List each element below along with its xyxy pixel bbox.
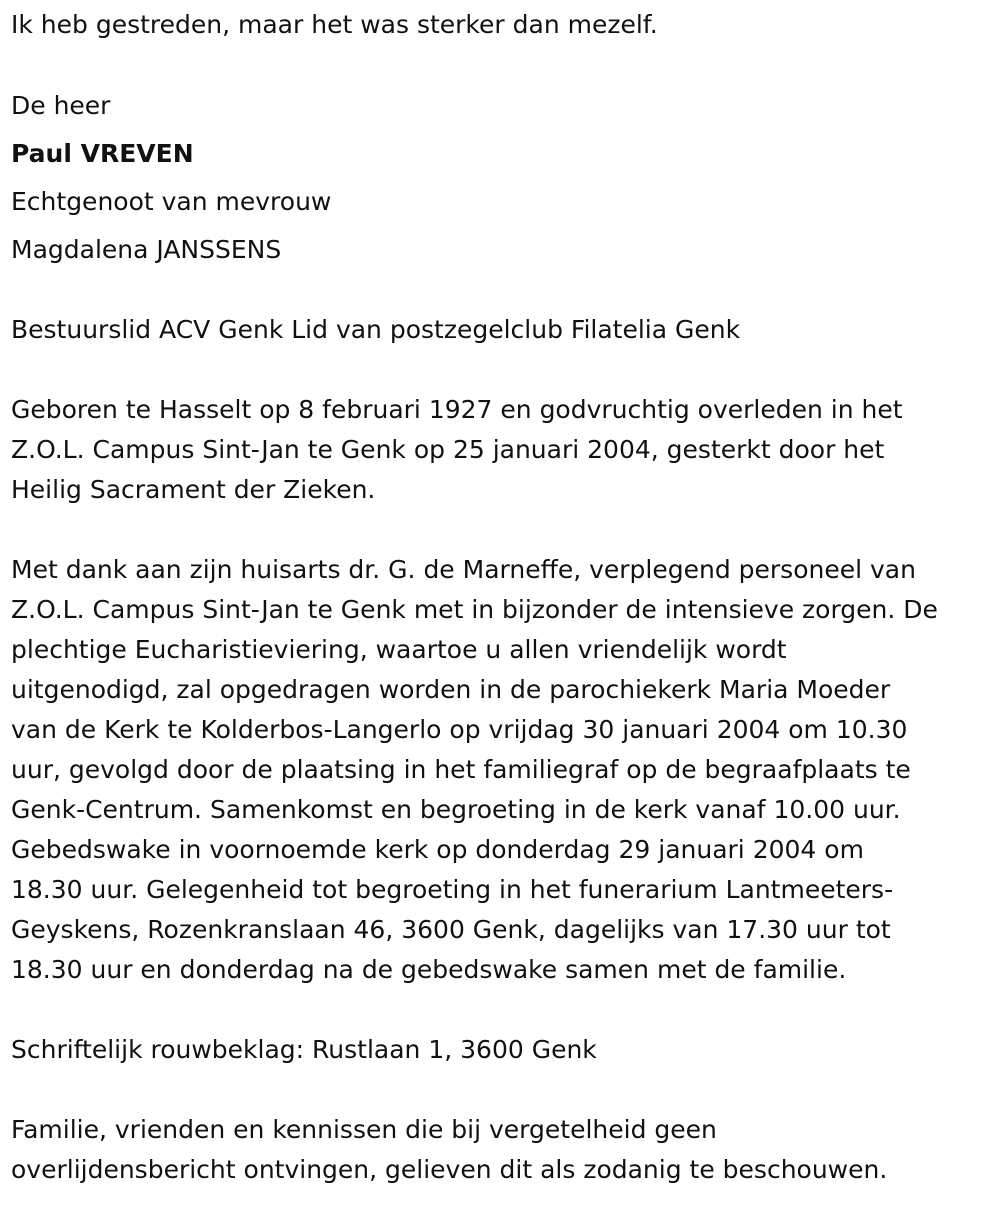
motto: Ik heb gestreden, maar het was sterker dan mezelf. [11,10,658,39]
spouse-line-1: Echtgenoot van mevrouw [11,187,332,216]
condolences-address: Schriftelijk rouwbeklag: Rustlaan 1, 3600 Genk [11,1035,597,1064]
paragraph-line: Geboren te Hasselt op 8 februari 1927 en godvruchtig overleden in het [11,395,903,424]
honorific: De heer [11,91,111,120]
paragraph-line: Heilig Sacrament der Zieken. [11,475,376,504]
paragraph-line: Gebedswake in voornoemde kerk op donderdag 29 januari 2004 om [11,835,864,864]
paragraph-line: uur, gevolgd door de plaatsing in het familiegraf op de begraafplaats te [11,755,911,784]
paragraph-line: Z.O.L. Campus Sint-Jan te Genk met in bijzonder de intensieve zorgen. De [11,595,938,624]
paragraph-line: Z.O.L. Campus Sint-Jan te Genk op 25 januari 2004, gesterkt door het [11,435,885,464]
roles: Bestuurslid ACV Genk Lid van postzegelclub Filatelia Genk [11,315,741,344]
paragraph-line: Geyskens, Rozenkranslaan 46, 3600 Genk, dagelijks van 17.30 uur tot [11,915,891,944]
spouse-line-2: Magdalena JANSSENS [11,235,282,264]
paragraph-line: overlijdensbericht ontvingen, gelieven dit als zodanig te beschouwen. [11,1155,888,1184]
deceased-name: Paul VREVEN [11,139,194,168]
ceremony-paragraph [11,550,938,990]
paragraph-line: 18.30 uur en donderdag na de gebedswake samen met de familie. [11,955,847,984]
paragraph-line: Familie, vrienden en kennissen die bij vergetelheid geen [11,1115,717,1144]
paragraph-line: Genk-Centrum. Samenkomst en begroeting in de kerk vanaf 10.00 uur. [11,795,901,824]
paragraph-line: uitgenodigd, zal opgedragen worden in de parochiekerk Maria Moeder [11,675,891,704]
paragraph-line: plechtige Eucharistieviering, waartoe u allen vriendelijk wordt [11,635,787,664]
paragraph-line: Met dank aan zijn huisarts dr. G. de Marneffe, verplegend personeel van [11,555,916,584]
paragraph-line: van de Kerk te Kolderbos-Langerlo op vrijdag 30 januari 2004 om 10.30 [11,715,908,744]
birth-death-paragraph [11,390,903,510]
paragraph-line: 18.30 uur. Gelegenheid tot begroeting in het funerarium Lantmeeters- [11,875,894,904]
closing-paragraph [11,1110,887,1190]
